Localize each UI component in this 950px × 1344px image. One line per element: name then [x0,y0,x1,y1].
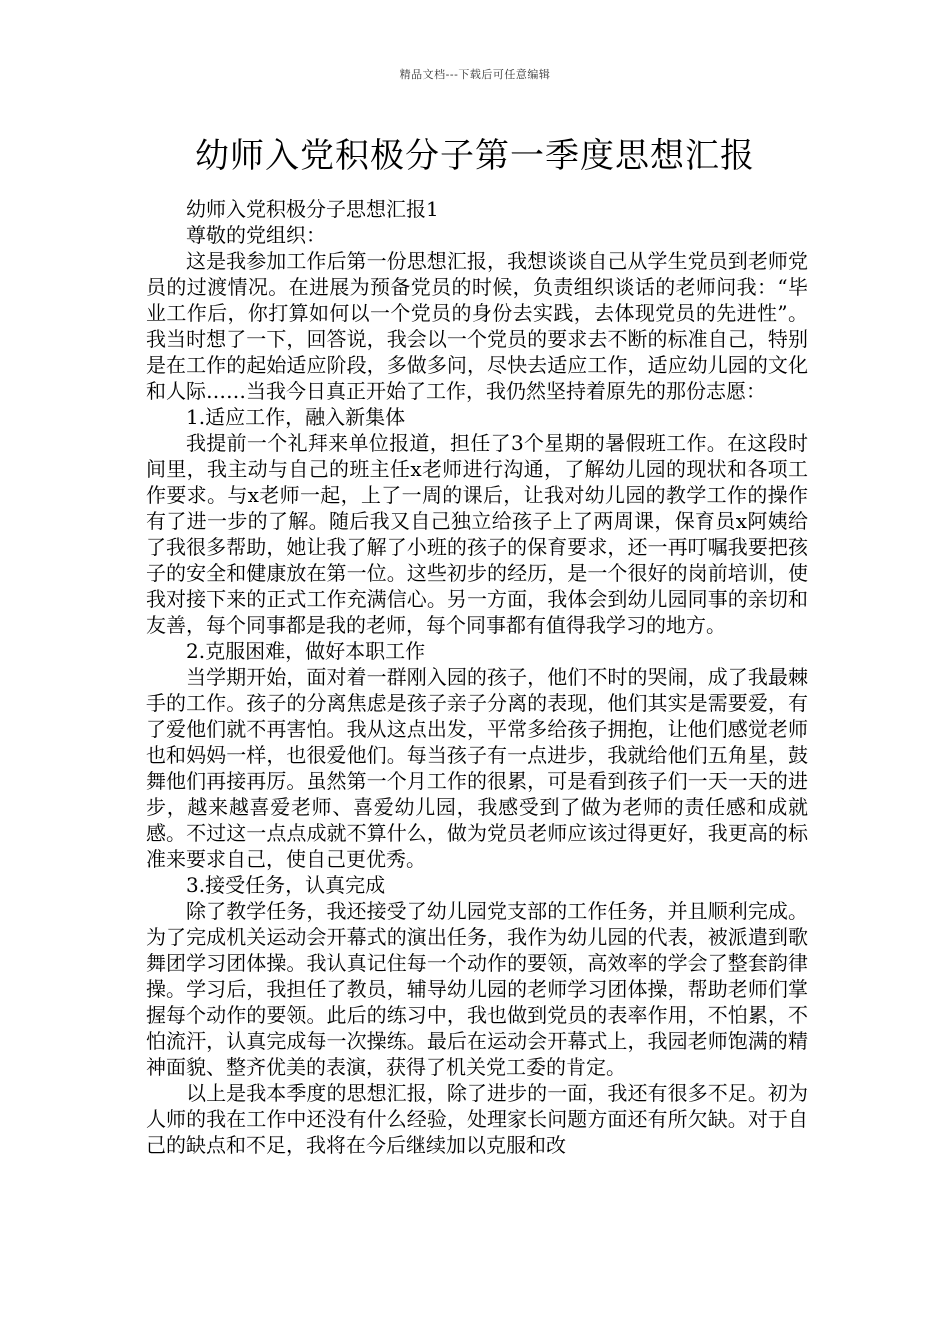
section-heading-1: 1.适应工作，融入新集体 [186,405,406,429]
paragraph-intro: 这是我参加工作后第一份思想汇报，我想谈谈自己从学生党员到老师党员的过渡情况。在进展为预备党员的时候，负责组织谈话的老师问我：“毕业工作后，你打算如何以一个党员的身份去实践，去体现党员的先进性”。我当时想了一下，回答说，我会以一个党员的要求去不断的标准自己，特别是在工作的起始适应阶段，多做多问，尽快去适应工作，适应幼儿园的文化和人际……当我今日真正开始了工作，我仍然坚持着原先的那份志愿： [146,249,808,403]
section-heading-3: 3.接受任务，认真完成 [186,873,386,897]
header-note: 精品文档---下载后可任意编辑 [399,68,551,81]
document-body [146,196,808,1158]
paragraph-section-3: 除了教学任务，我还接受了幼儿园党支部的工作任务，并且顺利完成。为了完成机关运动会开幕式的演出任务，我作为幼儿园的代表，被派遣到歌舞团学习团体操。我认真记住每一个动作的要领，高效率的学会了整套韵律操。学习后，我担任了教员，辅导幼儿园的老师学习团体操，帮助老师们掌握每个动作的要领。此后的练习中，我也做到党员的表率作用，不怕累，不怕流汗，认真完成每一次操练。最后在运动会开幕式上，我园老师饱满的精神面貌、整齐优美的表演，获得了机关党工委的肯定。 [146,899,808,1079]
paragraph-conclusion: 以上是我本季度的思想汇报，除了进步的一面，我还有很多不足。初为人师的我在工作中还没有什么经验，处理家长问题方面还有所欠缺。对于自己的缺点和不足，我将在今后继续加以克服和改 [146,1081,808,1157]
paragraph-salutation: 尊敬的党组织： [186,223,326,247]
section-heading-2: 2.克服困难，做好本职工作 [186,639,426,663]
document-title: 幼师入党积极分子第一季度思想汇报 [195,136,755,176]
paragraph-section-2: 当学期开始，面对着一群刚入园的孩子，他们不时的哭闹，成了我最棘手的工作。孩子的分离焦虑是孩子亲子分离的表现，他们其实是需要爱，有了爱他们就不再害怕。我从这点出发，平常多给孩子拥抱，让他们感觉老师也和妈妈一样，也很爱他们。每当孩子有一点进步，我就给他们五角星，鼓舞他们再接再厉。虽然第一个月工作的很累，可是看到孩子们一天一天的进步，越来越喜爱老师、喜爱幼儿园，我感受到了做为老师的责任感和成就感。不过这一点点成就不算什么，做为党员老师应该过得更好，我更高的标准来要求自己，使自己更优秀。 [146,665,808,871]
paragraph-section-1: 我提前一个礼拜来单位报道，担任了3个星期的暑假班工作。在这段时间里，我主动与自己的班主任x老师进行沟通，了解幼儿园的现状和各项工作要求。与x老师一起，上了一周的课后，让我对幼儿园的教学工作的操作有了进一步的了解。随后我又自己独立给孩子上了两周课，保育员x阿姨给了我很多帮助，她让我了解了小班的孩子的保育要求，还一再叮嘱我要把孩子的安全和健康放在第一位。这些初步的经历，是一个很好的岗前培训，使我对接下来的正式工作充满信心。另一方面，我体会到幼儿园同事的亲切和友善，每个同事都是我的老师，每个同事都有值得我学习的地方。 [146,431,808,637]
paragraph-report-heading: 幼师入党积极分子思想汇报1 [186,197,439,221]
